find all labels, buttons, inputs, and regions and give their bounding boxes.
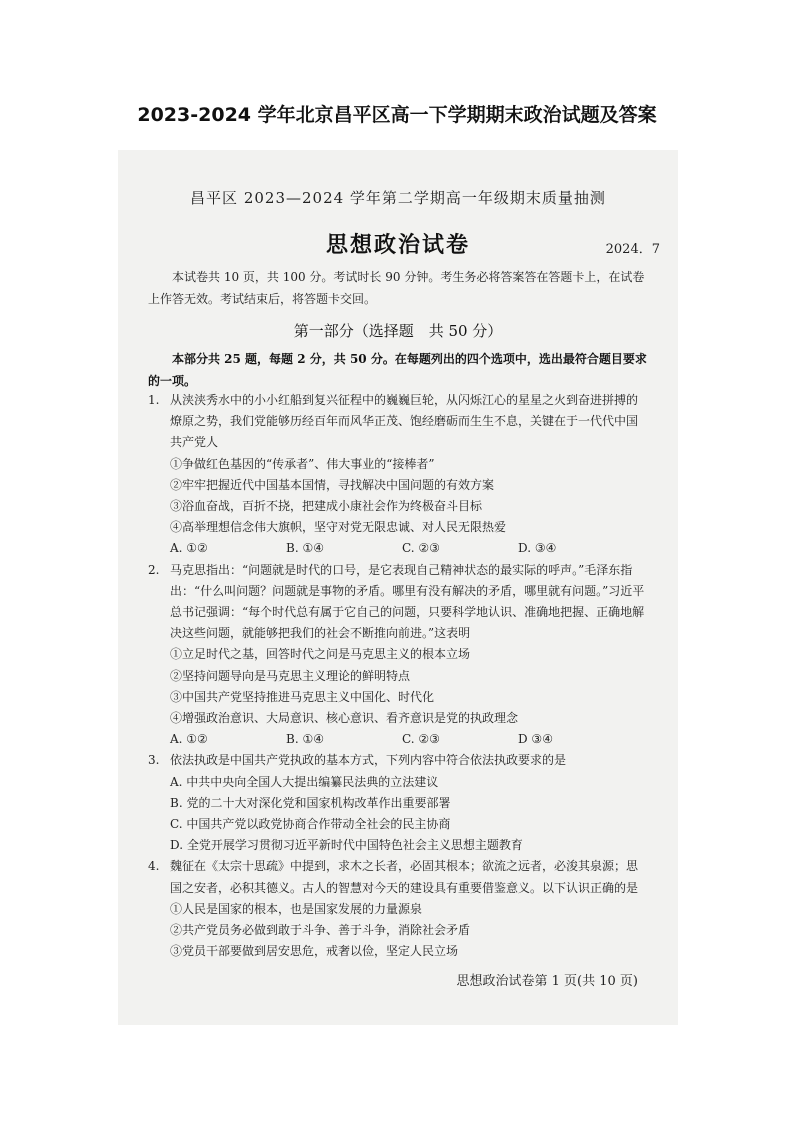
choice-c: C. ②③ xyxy=(402,732,440,747)
question-3 xyxy=(148,750,648,856)
question-text: 从浃浃秀水中的小小红船到复兴征程中的巍巍巨轮，从闪烁江心的星星之火到奋进拼搏的燎原之势，我们党能够历经百年而风华正茂、饱经磨砺而生生不息，关键在于一代代中国共产党人 xyxy=(170,393,639,450)
question-1 xyxy=(148,390,648,560)
statement-option: ③浴血奋战，百折不挠，把建成小康社会作为终极奋斗目标 xyxy=(170,499,483,514)
exam-title: 思想政治试卷 xyxy=(325,232,470,258)
scanned-exam-page xyxy=(118,150,678,1025)
choice-d: D ③④ xyxy=(518,732,553,747)
statement-option: ①争做红色基因的“传承者”、伟大事业的“接棒者” xyxy=(170,456,435,471)
part-heading: 第一部分（选择题 共 50 分） xyxy=(293,322,503,340)
statement-option: ③党员干部要做到居安思危，戒奢以俭，坚定人民立场 xyxy=(170,944,459,959)
question-number: 4. xyxy=(148,859,160,874)
answer-choices xyxy=(148,729,648,750)
question-text: 依法执政是中国共产党执政的基本方式，下列内容中符合依法执政要求的是 xyxy=(170,753,567,768)
document-title: 2023-2024 学年北京昌平区高一下学期期末政治试题及答案 xyxy=(137,104,657,126)
choice-c: C. ②③ xyxy=(402,541,440,556)
statement-option: ③中国共产党坚持推进马克思主义中国化、时代化 xyxy=(170,689,435,704)
statement-option: ②共产党员务必做到敢于斗争、善于斗争，消除社会矛盾 xyxy=(170,923,471,938)
statement-option: ④增强政治意识、大局意识、核心意识、看齐意识是党的执政理念 xyxy=(170,711,519,726)
choice-b: B. ①④ xyxy=(286,732,324,747)
choice-a: A. 中共中央向全国人大提出编纂民法典的立法建议 xyxy=(170,774,439,789)
question-number: 2. xyxy=(148,562,160,577)
statement-option: ④高举理想信念伟大旗帜，坚守对党无限忠诚、对人民无限热爱 xyxy=(170,520,507,535)
question-4 xyxy=(148,856,648,962)
choice-a: A. ①② xyxy=(170,541,208,556)
statement-option: ①立足时代之基，回答时代之问是马克思主义的根本立场 xyxy=(170,647,471,662)
question-text: 魏征在《太宗十思疏》中提到，求木之长者，必固其根本；欲流之远者，必浚其泉源；思国之安者，必积其德义。古人的智慧对今天的建设具有重要借鉴意义。以下认识正确的是 xyxy=(170,859,639,895)
question-stem xyxy=(148,856,648,898)
question-stem xyxy=(148,560,648,645)
question-stem xyxy=(148,750,648,771)
part-intro: 本部分共 25 题，每题 2 分，共 50 分。在每题列出的四个选项中，选出最符合题目要求的一项。 xyxy=(148,352,647,388)
question-stem xyxy=(148,390,648,454)
choice-b: B. ①④ xyxy=(286,541,324,556)
choice-a: A. ①② xyxy=(170,732,208,747)
question-2 xyxy=(148,560,648,751)
choice-c: C. 中国共产党以政党协商合作带动全社会的民主协商 xyxy=(170,817,451,832)
exam-notice: 本试卷共 10 页，共 100 分。考试时长 90 分钟。考生务必将答案答在答题卡上，在试卷上作答无效。考试结束后，将答题卡交回。 xyxy=(148,270,645,306)
page-footer: 思想政治试卷第 1 页(共 10 页) xyxy=(456,974,638,989)
question-number: 1. xyxy=(148,393,160,407)
question-text: 马克思指出：“问题就是时代的口号，是它表现自己精神状态的最实际的呼声。”毛泽东指出：“什么叫问题？问题就是事物的矛盾。哪里有没有解决的矛盾，哪里就有问题。”习近平总书记强调：“每个时代总有属于它自己的问题，只要科学地认识、准确地把握、正确地解决这些问题，就能够把我们的社会不断推向前进。”这表明 xyxy=(170,562,645,641)
answer-choices xyxy=(148,538,648,559)
choice-d: D. ③④ xyxy=(518,541,557,556)
question-list xyxy=(148,390,648,962)
exam-header: 昌平区 2023—2024 学年第二学期高一年级期末质量抽测 xyxy=(190,189,606,207)
choice-d: D. 全党开展学习贯彻习近平新时代中国特色社会主义思想主题教育 xyxy=(170,838,523,853)
statement-option: ①人民是国家的根本，也是国家发展的力量源泉 xyxy=(170,901,423,916)
exam-date: 2024．7 xyxy=(605,242,660,257)
choice-b: B. 党的二十大对深化党和国家机构改革作出重要部署 xyxy=(170,795,451,810)
statement-option: ②坚持问题导向是马克思主义理论的鲜明特点 xyxy=(170,668,411,683)
question-number: 3. xyxy=(148,753,160,768)
statement-option: ②牢牢把握近代中国基本国情，寻找解决中国问题的有效方案 xyxy=(170,477,495,492)
